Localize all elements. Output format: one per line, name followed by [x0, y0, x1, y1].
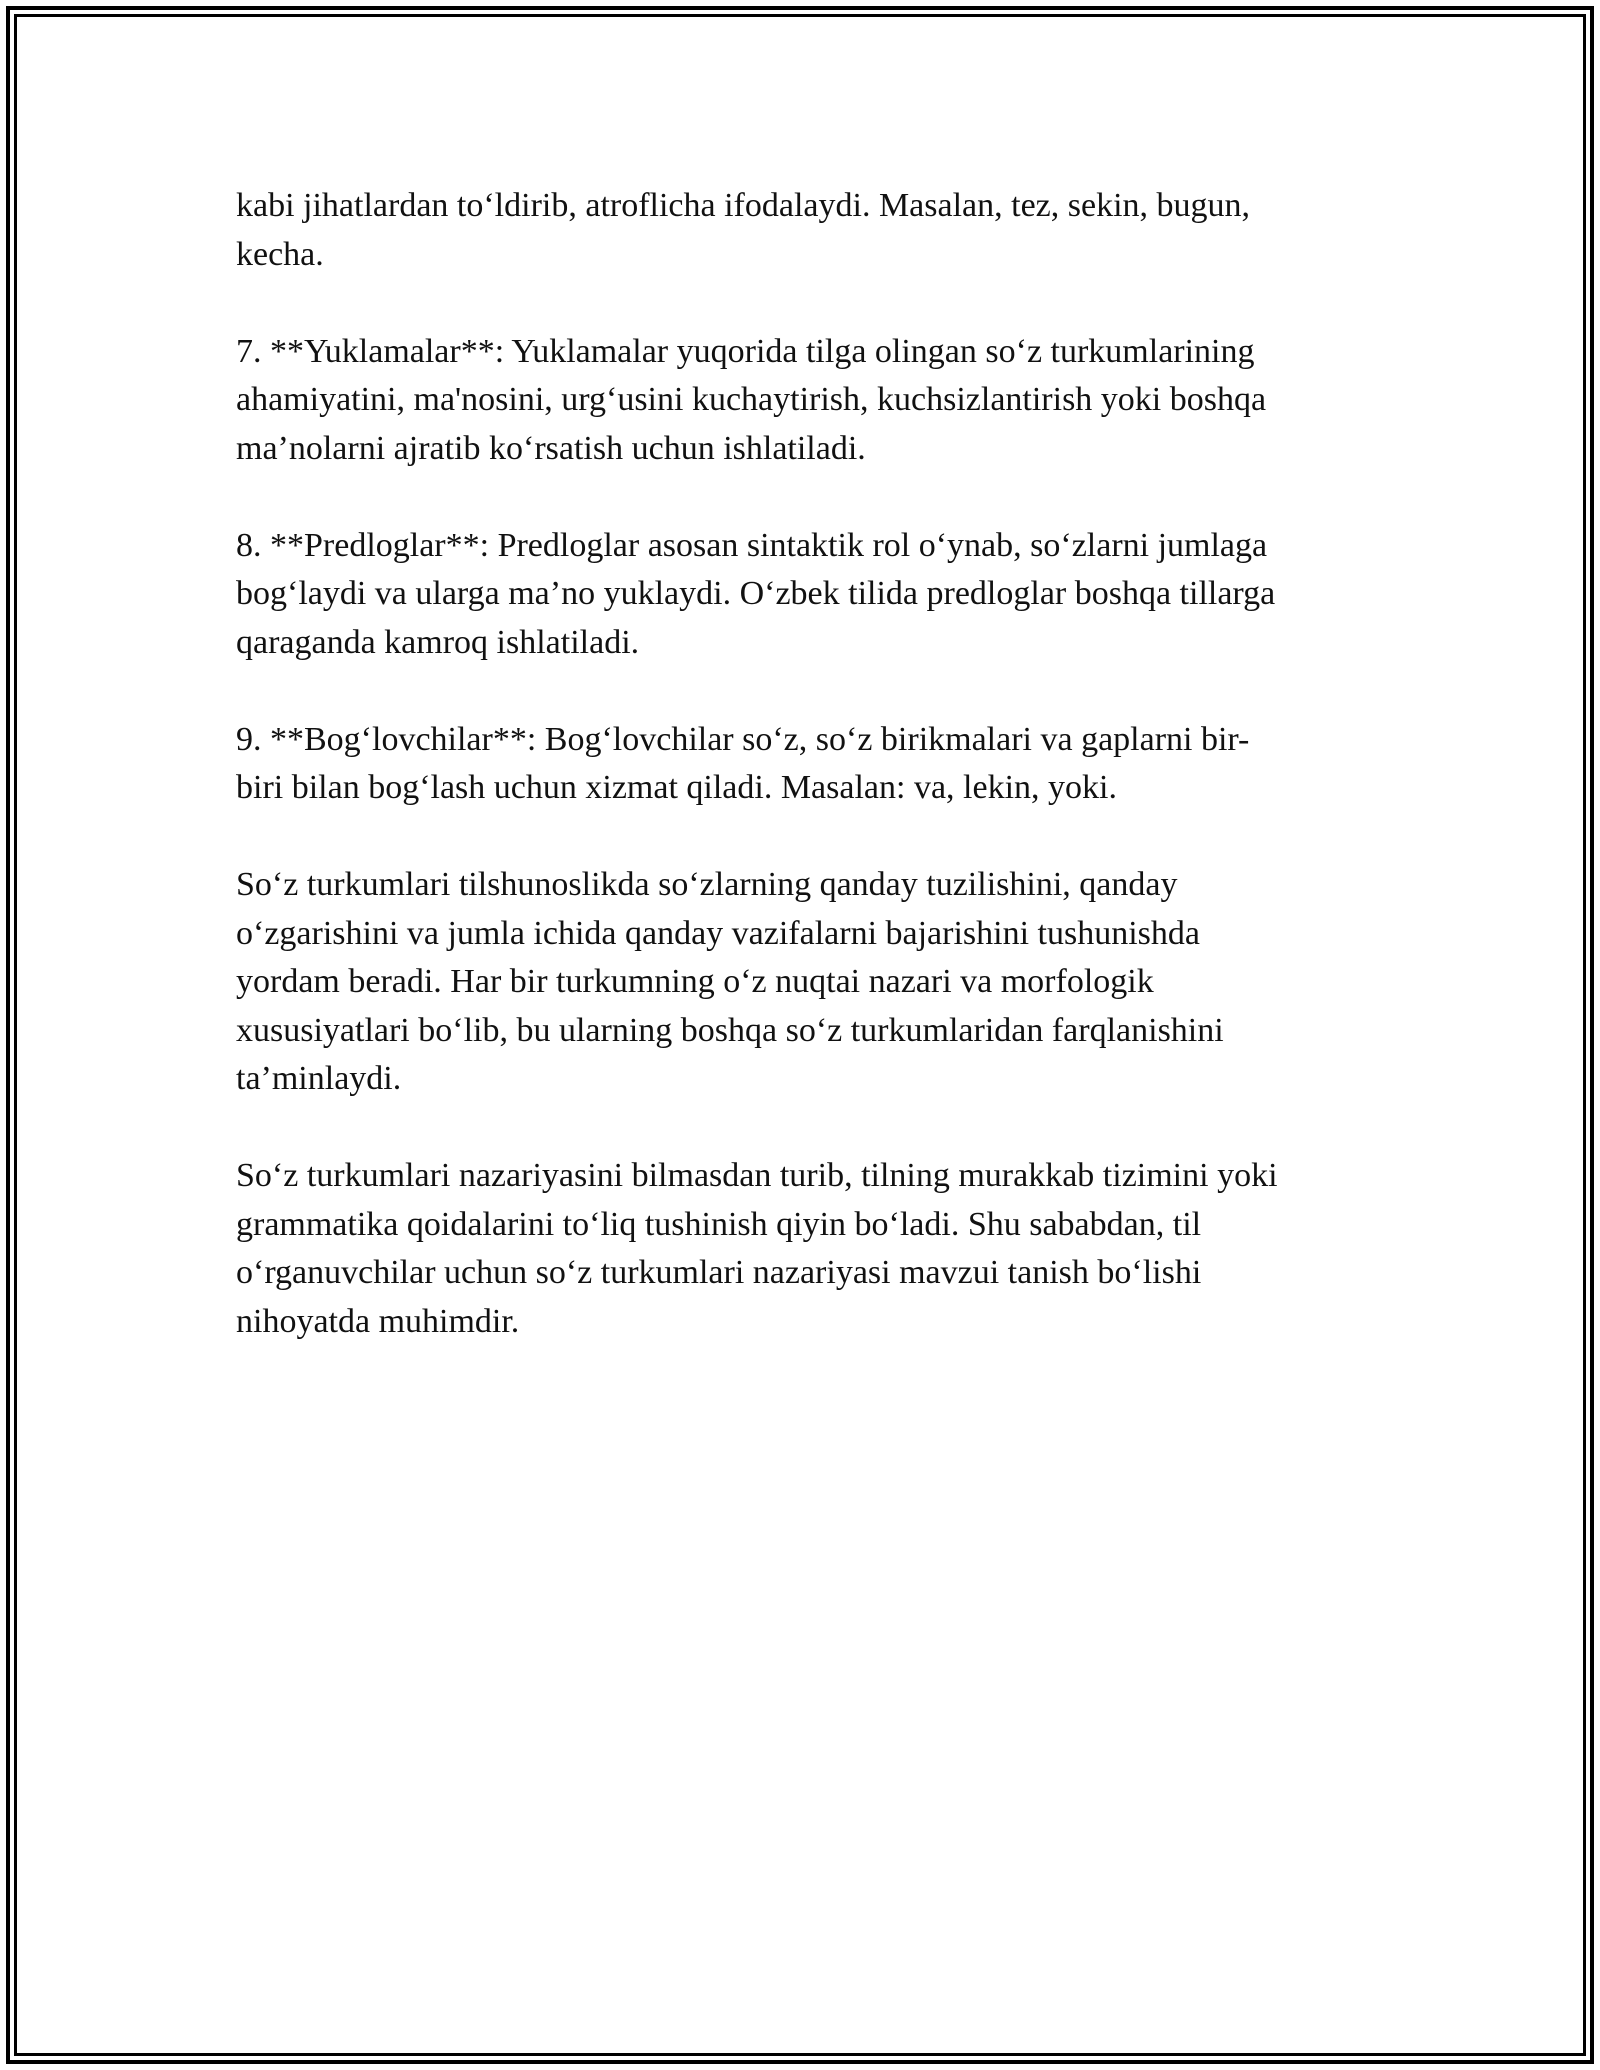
text-line: yordam beradi. Har bir turkumning o‘z nuqtai nazari va morfologik [236, 963, 1154, 1000]
text-line: ahamiyatini, ma'nosini, urg‘usini kuchaytirish, kuchsizlantirish yoki boshqa [236, 381, 1267, 418]
text-line: o‘rganuvchilar uchun so‘z turkumlari nazariyasi mavzui tanish bo‘lishi [236, 1254, 1202, 1291]
paragraph-boglovchilar [236, 716, 1366, 813]
document-body [236, 182, 1366, 1395]
text-line: ma’nolarni ajratib ko‘rsatish uchun ishlatiladi. [236, 429, 866, 467]
text-line: nihoyatda muhimdir. [236, 1302, 520, 1340]
text-line: grammatika qoidalarini to‘liq tushinish qiyin bo‘ladi. Shu sababdan, til [236, 1205, 1202, 1243]
text-line: kecha. [236, 235, 324, 273]
paragraph-adverbs-continued [236, 182, 1366, 279]
paragraph-predloglar [236, 522, 1366, 668]
text-line: 7. **Yuklamalar**: Yuklamalar yuqorida tilga olingan so‘z turkumlarining [236, 332, 1255, 370]
text-line: So‘z turkumlari tilshunoslikda so‘zlarning qanday tuzilishini, qanday [236, 866, 1178, 903]
paragraph-yuklamalar [236, 328, 1366, 474]
text-line: 9. **Bog‘lovchilar**: Bog‘lovchilar so‘z, so‘z birikmalari va gaplarni bir- [236, 720, 1250, 758]
text-line: biri bilan bog‘lash uchun xizmat qiladi. Masalan: va, lekin, yoki. [236, 769, 1117, 806]
text-line: So‘z turkumlari nazariyasini bilmasdan turib, tilning murakkab tizimini yoki [236, 1157, 1278, 1194]
text-line: kabi jihatlardan to‘ldirib, atroflicha ifodalaydi. Masalan, tez, sekin, bugun, [236, 187, 1251, 224]
text-line: ta’minlaydi. [236, 1060, 402, 1097]
text-line: qaraganda kamroq ishlatiladi. [236, 623, 640, 661]
text-line: o‘zgarishini va jumla ichida qanday vazifalarni bajarishini tushunishda [236, 914, 1200, 952]
paragraph-soz-turkumlari-role [236, 861, 1366, 1104]
text-line: bog‘laydi va ularga ma’no yuklaydi. O‘zbek tilida predloglar boshqa tillarga [236, 575, 1276, 612]
paragraph-conclusion [236, 1152, 1366, 1346]
text-line: 8. **Predloglar**: Predloglar asosan sintaktik rol o‘ynab, so‘zlarni jumlaga [236, 526, 1268, 564]
text-line: xususiyatlari bo‘lib, bu ularning boshqa so‘z turkumlaridan farqlanishini [236, 1011, 1224, 1049]
